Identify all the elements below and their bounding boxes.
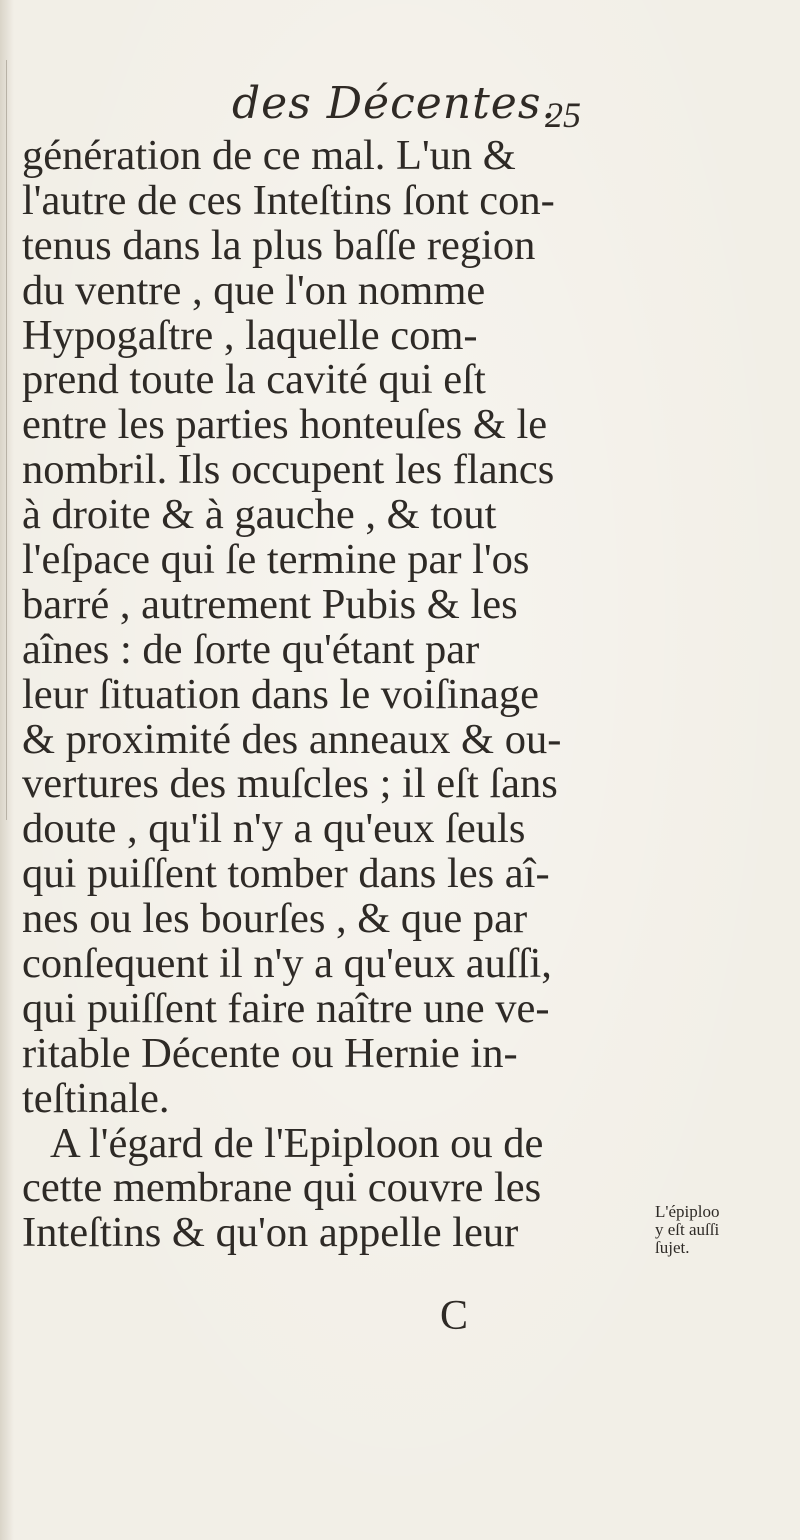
text-line: du ventre , que l'on nomme	[22, 266, 486, 314]
text-line: & proximité des anneaux & ou-	[22, 715, 562, 763]
text-line: Inteſtins & qu'on appelle leur	[22, 1209, 519, 1257]
running-title: des Décentes.	[232, 78, 557, 129]
running-head	[0, 78, 800, 138]
text-line: cette membrane qui couvre les	[22, 1164, 542, 1212]
text-line: leur ſituation dans le voiſinage	[22, 670, 539, 718]
text-line: l'autre de ces Inteſtins ſont con-	[22, 176, 555, 224]
text-line: nes ou les bourſes , & que par	[22, 895, 528, 943]
catchword: C	[440, 1293, 469, 1339]
gutter-line	[6, 60, 7, 820]
margin-note	[655, 1203, 800, 1257]
text-line: l'eſpace qui ſe termine par l'os	[22, 536, 530, 584]
page-number: 25	[545, 95, 581, 135]
text-line: génération de ce mal. L'un &	[22, 132, 516, 179]
text-line: teſtinale.	[22, 1074, 170, 1122]
text-line: qui puiſſent faire naître une ve-	[22, 984, 550, 1032]
text-line: Hypogaſtre , laquelle com-	[22, 311, 478, 359]
text-line: barré , autrement Pubis & les	[22, 580, 518, 628]
text-line: A l'égard de l'Epiploon ou de	[50, 1119, 544, 1167]
text-line: à droite & à gauche , & tout	[22, 491, 497, 539]
text-line: ritable Décente ou Hernie in-	[22, 1029, 518, 1077]
margin-note-line: y eſt auſſi	[655, 1220, 720, 1239]
page-edge-shadow	[0, 0, 14, 1540]
text-line: qui puiſſent tomber dans les aî-	[22, 850, 550, 898]
body-text	[22, 134, 612, 1256]
text-line: doute , qu'il n'y a qu'eux ſeuls	[22, 805, 526, 853]
text-line: vertures des muſcles ; il eſt ſans	[22, 760, 558, 808]
margin-note-line: L'épiploo	[655, 1202, 720, 1221]
text-line: aînes : de ſorte qu'étant par	[22, 625, 480, 673]
text-line: tenus dans la plus baſſe region	[22, 221, 536, 269]
margin-note-line: ſujet.	[655, 1238, 690, 1257]
text-line: nombril. Ils occupent les flancs	[22, 446, 555, 494]
text-line: prend toute la cavité qui eſt	[22, 356, 486, 404]
text-line: entre les parties honteuſes & le	[22, 401, 548, 449]
text-line: conſequent il n'y a qu'eux auſſi,	[22, 940, 552, 988]
